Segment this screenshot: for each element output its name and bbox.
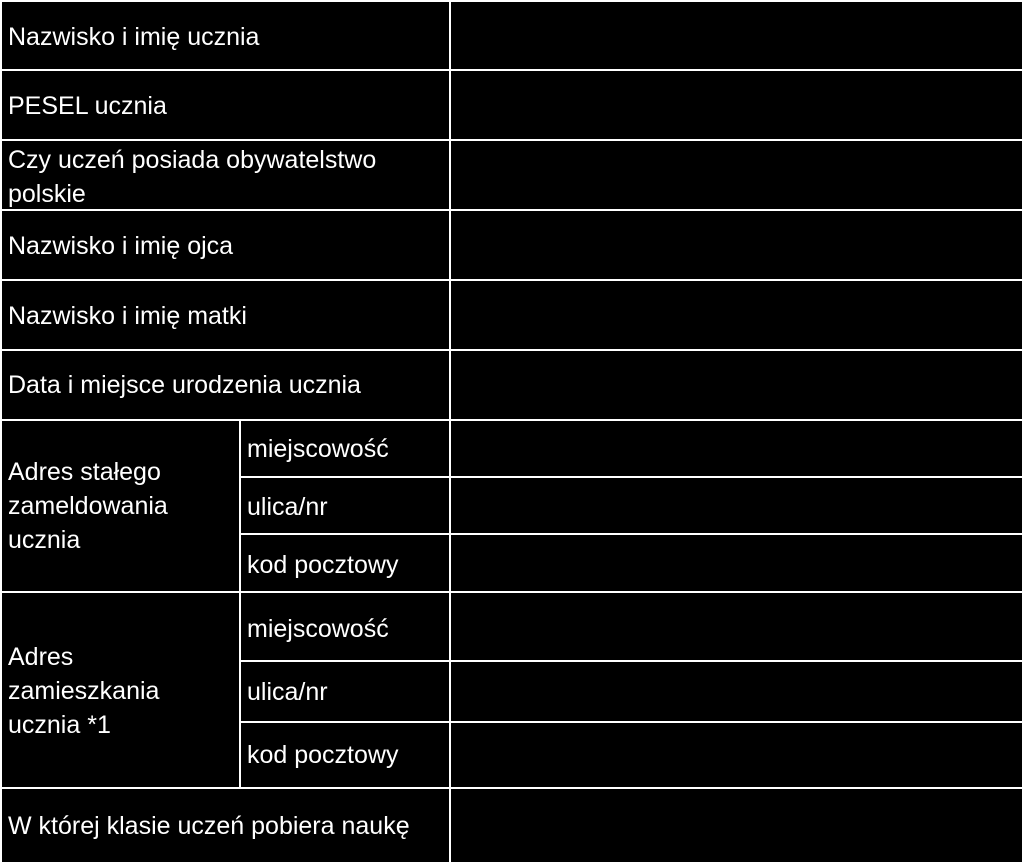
field-residence-postcode[interactable] (452, 723, 1021, 787)
label-father-name: Nazwisko i imię ojca (8, 232, 234, 260)
label-citizenship: Czy uczeń posiada obywatelstwo polskie (8, 146, 377, 208)
field-residence-city[interactable] (452, 593, 1021, 660)
field-father-name[interactable] (452, 211, 1021, 279)
label-permanent-postcode: kod pocztowy (247, 551, 399, 579)
label-residence-postcode: kod pocztowy (247, 741, 399, 769)
label-mother-name: Nazwisko i imię matki (8, 302, 247, 330)
field-residence-street[interactable] (452, 662, 1021, 721)
label-permanent-street: ulica/nr (247, 493, 328, 521)
label-residence-address: Adres zamieszkania ucznia *1 (8, 643, 160, 739)
label-residence-street: ulica/nr (247, 678, 328, 706)
label-permanent-address: Adres stałego zameldowania ucznia (8, 458, 168, 554)
label-student-name: Nazwisko i imię ucznia (8, 23, 260, 51)
field-birth-date-place[interactable] (452, 351, 1021, 419)
field-student-name[interactable] (452, 2, 1021, 69)
field-student-class[interactable] (452, 789, 1021, 862)
field-permanent-city[interactable] (452, 421, 1021, 476)
field-citizenship[interactable] (452, 141, 1021, 209)
label-student-class: W której klasie uczeń pobiera naukę (8, 812, 410, 840)
label-student-pesel: PESEL ucznia (8, 92, 167, 120)
label-residence-city: miejscowość (247, 615, 389, 643)
column-divider (449, 0, 451, 864)
label-birth-date-place: Data i miejsce urodzenia ucznia (8, 371, 361, 399)
field-permanent-street[interactable] (452, 478, 1021, 533)
table-border-left (0, 0, 2, 864)
field-permanent-postcode[interactable] (452, 535, 1021, 591)
field-mother-name[interactable] (452, 281, 1021, 349)
field-student-pesel[interactable] (452, 71, 1021, 139)
label-permanent-city: miejscowość (247, 435, 389, 463)
